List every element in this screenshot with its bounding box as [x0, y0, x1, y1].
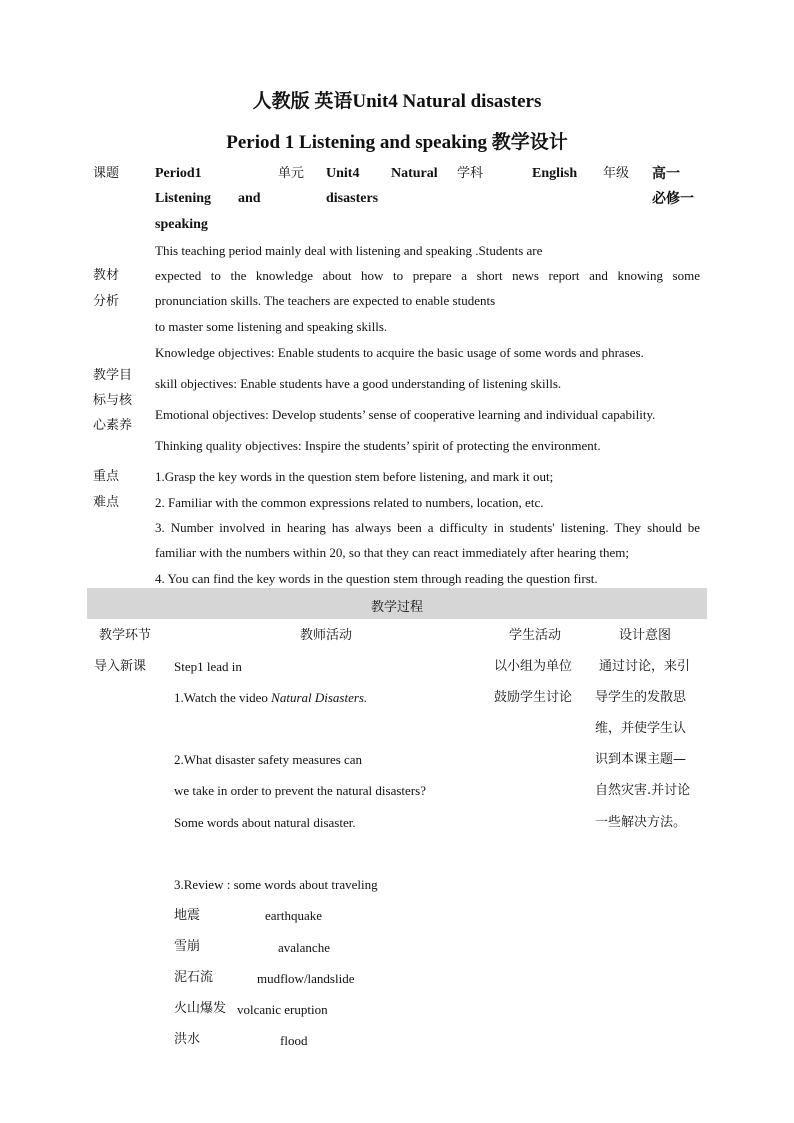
vocab-en-avalanche: avalanche: [278, 940, 330, 955]
teacher-item-1: [174, 690, 367, 706]
period-value-line3: speaking: [155, 217, 208, 232]
intent-line5: 自然灾害.并讨论: [595, 783, 691, 798]
intent-line4: 识到本课主题—: [595, 752, 687, 767]
material-text-line1: This teaching period mainly deal with listening and speaking .Students are: [155, 243, 543, 258]
student-activity-line2: 鼓励学生讨论: [494, 690, 573, 705]
stage-label: 导入新课: [94, 659, 147, 674]
objective-thinking: Thinking quality objectives: Inspire the students’ spirit of protecting the environment.: [155, 438, 601, 453]
column-header-teacher: 教师活动: [300, 628, 353, 643]
column-header-stage: 教学环节: [99, 628, 152, 643]
column-header-intent: 设计意图: [619, 628, 672, 643]
vocab-en-volcano: volcanic eruption: [237, 1002, 328, 1017]
intent-line3: 维，并使学生认: [595, 721, 687, 736]
vocab-cn-flood: 洪水: [174, 1032, 201, 1047]
material-label-line1: 教材: [93, 268, 120, 283]
vocab-cn-avalanche: 雪崩: [174, 939, 201, 954]
teacher-item-1-prefix: 1.Watch the video: [174, 690, 272, 705]
keypoint-3-line1: 3. Number involved in hearing has always been a difficulty in students' listening. They should be: [155, 520, 700, 535]
period-value-line1: Period1: [155, 166, 202, 181]
period-value-line2b: and: [238, 191, 261, 206]
unit-value-line1a: Unit4: [326, 166, 360, 181]
subject-value: English: [532, 166, 578, 181]
grade-value-line1: 高一: [652, 166, 680, 182]
document-subtitle: Period 1 Listening and speaking 教学设计: [226, 132, 568, 153]
teacher-item-3: 3.Review : some words about traveling: [174, 877, 378, 892]
keypoint-1: 1.Grasp the key words in the question stem before listening, and mark it out;: [155, 469, 554, 484]
vocab-cn-mudflow: 泥石流: [174, 970, 214, 985]
teacher-item-2-line3: Some words about natural disaster.: [174, 815, 356, 830]
objective-emotional: Emotional objectives: Develop students’ sense of cooperative learning and individual capability.: [155, 407, 656, 422]
intent-line6: 一些解决方法。: [595, 815, 687, 830]
intent-line1: 通过讨论，来引: [599, 659, 691, 674]
material-text-line4: to master some listening and speaking skills.: [155, 319, 388, 334]
teacher-item-2-line1: 2.What disaster safety measures can: [174, 752, 363, 767]
vocab-en-earthquake: earthquake: [265, 908, 323, 923]
objectives-label-line1: 教学目: [93, 368, 133, 383]
keypoint-4: 4. You can find the key words in the question stem through reading the question first.: [155, 571, 598, 586]
vocab-cn-earthquake: 地震: [174, 908, 201, 923]
student-activity-line1: 以小组为单位: [494, 659, 573, 674]
objectives-label-line3: 心素养: [93, 418, 133, 433]
objective-skill: skill objectives: Enable students have a good understanding of listening skills.: [155, 376, 562, 391]
keypoint-3-line2: familiar with the numbers within 20, so that they can react immediately after hearing them;: [155, 545, 629, 560]
material-label-line2: 分析: [93, 294, 120, 309]
unit-value-line2: disasters: [326, 191, 379, 206]
vocab-en-mudflow: mudflow/landslide: [257, 971, 355, 986]
grade-value-line2: 必修一: [652, 191, 694, 207]
keypoints-label-line1: 重点: [93, 469, 120, 484]
vocab-en-flood: flood: [280, 1033, 308, 1048]
teacher-item-2-line2: we take in order to prevent the natural disasters?: [174, 783, 426, 798]
unit-label: 单元: [278, 166, 305, 181]
material-text-line2: expected to the knowledge about how to prepare a short news report and knowing some: [155, 268, 700, 283]
keypoints-label-line2: 难点: [93, 495, 120, 510]
material-text-line3: pronunciation skills. The teachers are expected to enable students: [155, 293, 496, 308]
topic-label: 课题: [93, 166, 120, 181]
teacher-step: Step1 lead in: [174, 659, 242, 674]
teacher-item-1-video-title: Natural Disasters.: [271, 690, 368, 705]
unit-value-line1b: Natural: [391, 166, 438, 181]
process-heading: 教学过程: [370, 600, 423, 615]
subject-label: 学科: [457, 166, 484, 181]
grade-label: 年级: [603, 166, 630, 181]
document-title: 人教版 英语Unit4 Natural disasters: [252, 91, 542, 112]
intent-line2: 导学生的发散思: [595, 690, 687, 705]
objective-knowledge: Knowledge objectives: Enable students to acquire the basic usage of some words and phrases.: [155, 345, 644, 360]
objectives-label-line2: 标与核: [93, 393, 133, 408]
column-header-student: 学生活动: [509, 628, 562, 643]
keypoint-2: 2. Familiar with the common expressions related to numbers, location, etc.: [155, 495, 544, 510]
period-value-line2a: Listening: [155, 191, 212, 206]
vocab-cn-volcano: 火山爆发: [174, 1001, 227, 1016]
